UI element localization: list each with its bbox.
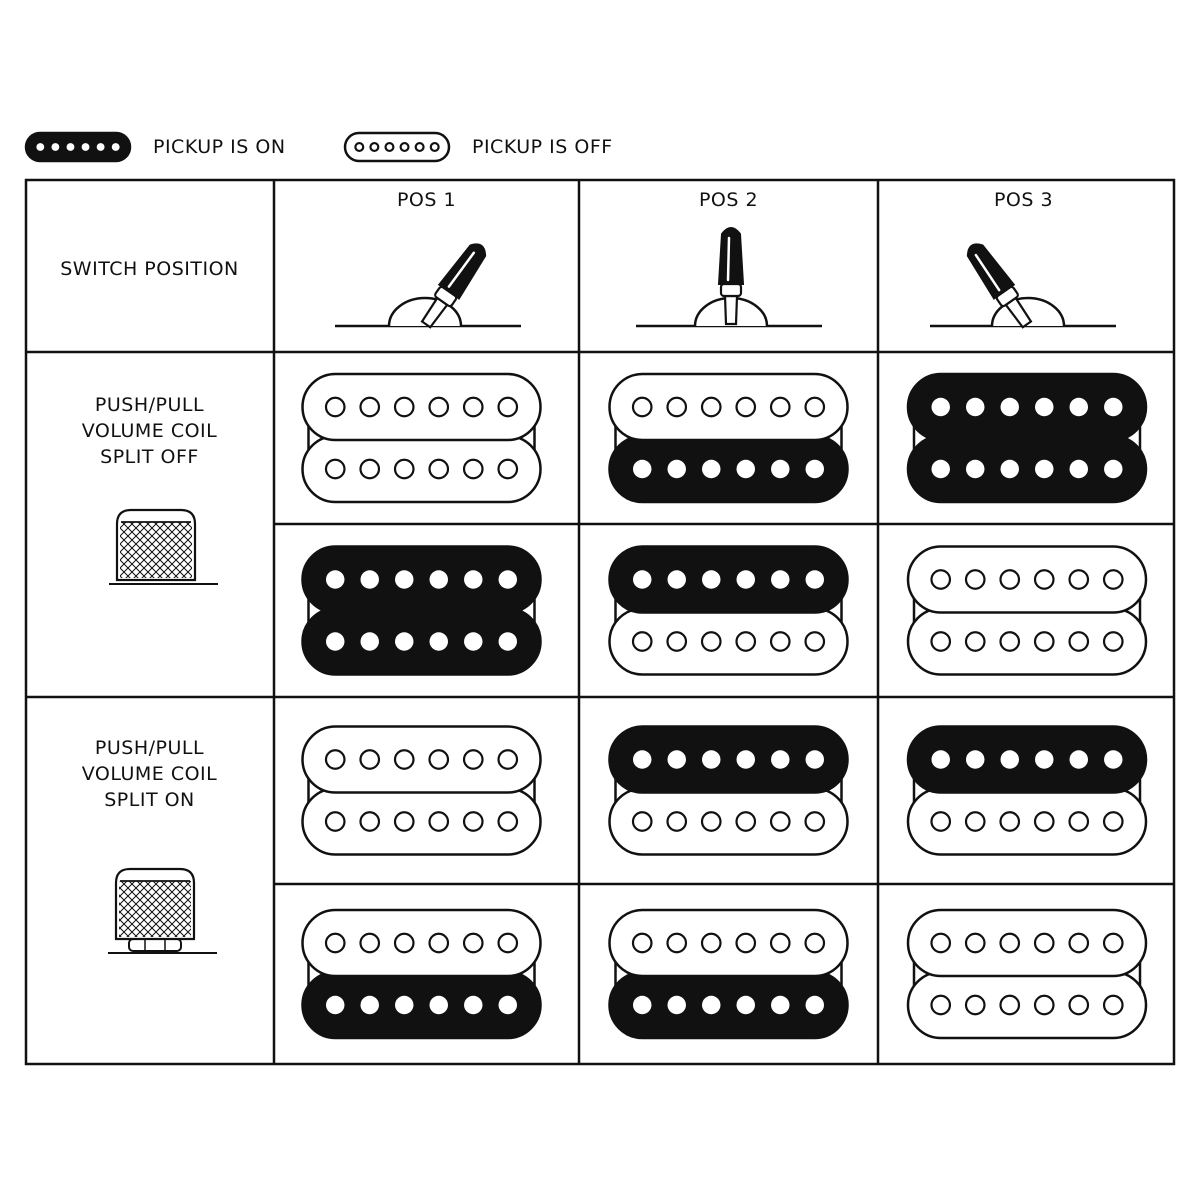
pole-piece (1104, 398, 1122, 416)
pole-piece (97, 143, 105, 151)
pole-piece (1104, 632, 1122, 650)
humbucker-pickup (303, 727, 541, 855)
pole-piece (1070, 812, 1088, 830)
pole-piece (499, 996, 517, 1014)
pole-piece (633, 460, 651, 478)
pole-piece (499, 398, 517, 416)
pole-piece (1104, 750, 1122, 768)
humbucker-pickup (303, 547, 541, 675)
pole-piece (667, 460, 685, 478)
pole-piece (1070, 632, 1088, 650)
pole-piece (464, 398, 482, 416)
pole-piece (360, 632, 378, 650)
toggle-switch-icon (930, 239, 1116, 331)
humbucker-pickup (303, 910, 541, 1038)
pole-piece (395, 812, 413, 830)
pole-piece (1035, 996, 1053, 1014)
legend-on-label: PICKUP IS ON (153, 136, 286, 158)
pole-piece (806, 750, 824, 768)
pole-piece (1001, 812, 1019, 830)
pole-piece (702, 996, 720, 1014)
humbucker-pickup (610, 547, 848, 675)
humbucker-pickup (908, 727, 1146, 855)
pole-piece (1035, 460, 1053, 478)
pole-piece (1001, 996, 1019, 1014)
pole-piece (326, 996, 344, 1014)
pole-piece (667, 750, 685, 768)
pole-piece (633, 750, 651, 768)
pole-piece (430, 934, 448, 952)
pole-piece (931, 812, 949, 830)
bottom-coil (610, 789, 848, 855)
pole-piece (931, 934, 949, 952)
pole-piece (667, 934, 685, 952)
bottom-coil (610, 436, 848, 502)
pole-piece (966, 570, 984, 588)
pole-piece (1070, 460, 1088, 478)
top-coil (303, 910, 541, 976)
pole-piece (430, 812, 448, 830)
top-coil (908, 727, 1146, 793)
pole-piece (360, 812, 378, 830)
pole-piece (1001, 934, 1019, 952)
pickup-off-legend-icon (345, 133, 449, 161)
top-coil (610, 374, 848, 440)
pole-piece (702, 812, 720, 830)
toggle-switch-icon (636, 228, 822, 326)
toggle-switch-icon (335, 239, 521, 331)
pole-piece (360, 570, 378, 588)
pole-piece (737, 460, 755, 478)
top-coil (610, 727, 848, 793)
pole-piece (360, 750, 378, 768)
pole-piece (771, 996, 789, 1014)
pole-piece (702, 632, 720, 650)
pickup-on-legend-coil (26, 133, 130, 161)
pole-piece (1070, 570, 1088, 588)
pole-piece (395, 996, 413, 1014)
pickup-off-legend-coil (345, 133, 449, 161)
pole-piece (464, 460, 482, 478)
bottom-coil (610, 609, 848, 675)
pole-piece (326, 812, 344, 830)
pole-piece (1035, 398, 1053, 416)
pole-piece (401, 143, 409, 151)
bottom-coil (303, 609, 541, 675)
pole-piece (633, 398, 651, 416)
pole-piece (806, 812, 824, 830)
pole-piece (499, 570, 517, 588)
switch-icons (335, 228, 1116, 331)
pole-piece (737, 632, 755, 650)
pole-piece (806, 632, 824, 650)
pos-3-header: POS 3 (993, 189, 1054, 211)
pickup-on-legend-icon (26, 133, 130, 161)
legend-off-label: PICKUP IS OFF (472, 136, 613, 158)
pole-piece (464, 996, 482, 1014)
pole-piece (1001, 750, 1019, 768)
humbucker-pickup (303, 374, 541, 502)
pole-piece (1104, 812, 1122, 830)
pole-piece (1104, 460, 1122, 478)
section-1-label-line: VOLUME COIL (81, 420, 218, 442)
pole-piece (395, 632, 413, 650)
pole-piece (633, 996, 651, 1014)
pole-piece (702, 750, 720, 768)
pole-piece (1070, 934, 1088, 952)
pole-piece (326, 632, 344, 650)
pole-piece (966, 460, 984, 478)
pole-piece (1070, 750, 1088, 768)
pole-piece (395, 398, 413, 416)
pole-piece (931, 750, 949, 768)
pole-piece (1070, 398, 1088, 416)
pole-piece (499, 632, 517, 650)
section-1-label-line: SPLIT OFF (100, 446, 199, 468)
pole-piece (464, 750, 482, 768)
pole-piece (667, 996, 685, 1014)
pole-piece (1001, 398, 1019, 416)
pole-piece (633, 570, 651, 588)
pos-1-header: POS 1 (396, 189, 457, 211)
pole-piece (1035, 934, 1053, 952)
pole-piece (499, 934, 517, 952)
pole-piece (430, 570, 448, 588)
pole-piece (702, 460, 720, 478)
humbucker-pickup (610, 374, 848, 502)
pole-piece (82, 143, 90, 151)
pole-piece (737, 812, 755, 830)
top-coil (908, 374, 1146, 440)
pole-piece (360, 996, 378, 1014)
pole-piece (771, 632, 789, 650)
pole-piece (1035, 570, 1053, 588)
pos-2-header: POS 2 (698, 189, 759, 211)
pole-piece (430, 632, 448, 650)
pole-piece (51, 143, 59, 151)
pole-piece (737, 398, 755, 416)
pole-piece (1001, 570, 1019, 588)
bottom-coil (610, 972, 848, 1038)
pole-piece (370, 143, 378, 151)
bottom-coil (908, 972, 1146, 1038)
pole-piece (1001, 460, 1019, 478)
pole-piece (326, 750, 344, 768)
pole-piece (966, 996, 984, 1014)
pole-piece (966, 750, 984, 768)
pole-piece (395, 460, 413, 478)
pole-piece (1104, 996, 1122, 1014)
pole-piece (1035, 632, 1053, 650)
pole-piece (360, 398, 378, 416)
pole-piece (112, 143, 120, 151)
bottom-coil (303, 972, 541, 1038)
pole-piece (667, 398, 685, 416)
pole-piece (67, 143, 75, 151)
pole-piece (326, 570, 344, 588)
pole-piece (966, 632, 984, 650)
pole-piece (771, 934, 789, 952)
pole-piece (1070, 996, 1088, 1014)
pole-piece (931, 996, 949, 1014)
humbucker-pickup (610, 727, 848, 855)
switch-position-label: SWITCH POSITION (60, 258, 239, 280)
pole-piece (395, 934, 413, 952)
bottom-coil (908, 609, 1146, 675)
pole-piece (771, 398, 789, 416)
pole-piece (931, 632, 949, 650)
section-2-label-line: PUSH/PULL (94, 737, 205, 759)
top-coil (610, 547, 848, 613)
pole-piece (1104, 934, 1122, 952)
pole-piece (1035, 750, 1053, 768)
top-coil (303, 727, 541, 793)
pole-piece (395, 570, 413, 588)
pole-piece (737, 934, 755, 952)
pole-piece (1001, 632, 1019, 650)
humbucker-pickup (908, 374, 1146, 502)
section-1-label-line: PUSH/PULL (94, 394, 205, 416)
knob-icons (108, 510, 218, 953)
pole-piece (464, 632, 482, 650)
bottom-coil (908, 436, 1146, 502)
pole-piece (806, 996, 824, 1014)
pole-piece (499, 460, 517, 478)
pole-piece (771, 812, 789, 830)
pole-piece (633, 934, 651, 952)
top-coil (303, 547, 541, 613)
pole-piece (633, 812, 651, 830)
pole-piece (430, 750, 448, 768)
pole-piece (702, 934, 720, 952)
pole-piece (737, 750, 755, 768)
knob-pushed-icon (109, 510, 218, 584)
pole-piece (737, 996, 755, 1014)
pole-piece (430, 460, 448, 478)
pole-piece (360, 460, 378, 478)
pole-piece (667, 570, 685, 588)
pole-piece (395, 750, 413, 768)
pole-piece (360, 934, 378, 952)
knob-pulled-icon (108, 869, 217, 953)
pole-piece (737, 570, 755, 588)
pickup-cells (303, 374, 1147, 1038)
top-coil (908, 910, 1146, 976)
pole-piece (431, 143, 439, 151)
humbucker-pickup (908, 547, 1146, 675)
pole-piece (464, 934, 482, 952)
pole-piece (464, 812, 482, 830)
pole-piece (966, 934, 984, 952)
pole-piece (464, 570, 482, 588)
pole-piece (386, 143, 394, 151)
pole-piece (430, 398, 448, 416)
pole-piece (667, 812, 685, 830)
pole-piece (806, 934, 824, 952)
top-coil (303, 374, 541, 440)
pole-piece (499, 750, 517, 768)
section-2-label (26, 735, 273, 813)
pole-piece (355, 143, 363, 151)
pole-piece (667, 632, 685, 650)
bottom-coil (908, 789, 1146, 855)
pole-piece (1104, 570, 1122, 588)
pole-piece (771, 750, 789, 768)
section-1-label (26, 392, 273, 470)
pole-piece (702, 570, 720, 588)
bottom-coil (303, 436, 541, 502)
pole-piece (966, 398, 984, 416)
pole-piece (931, 398, 949, 416)
pole-piece (771, 570, 789, 588)
section-2-label-line: SPLIT ON (104, 789, 195, 811)
top-coil (610, 910, 848, 976)
humbucker-pickup (610, 910, 848, 1038)
pole-piece (416, 143, 424, 151)
humbucker-pickup (908, 910, 1146, 1038)
pole-piece (326, 460, 344, 478)
pole-piece (771, 460, 789, 478)
pole-piece (806, 460, 824, 478)
pole-piece (966, 812, 984, 830)
pole-piece (806, 570, 824, 588)
pole-piece (326, 934, 344, 952)
pole-piece (702, 398, 720, 416)
pole-piece (36, 143, 44, 151)
pole-piece (430, 996, 448, 1014)
pole-piece (1035, 812, 1053, 830)
bottom-coil (303, 789, 541, 855)
section-2-label-line: VOLUME COIL (81, 763, 218, 785)
pole-piece (806, 398, 824, 416)
pole-piece (931, 460, 949, 478)
pole-piece (633, 632, 651, 650)
pole-piece (931, 570, 949, 588)
top-coil (908, 547, 1146, 613)
pole-piece (326, 398, 344, 416)
pole-piece (499, 812, 517, 830)
